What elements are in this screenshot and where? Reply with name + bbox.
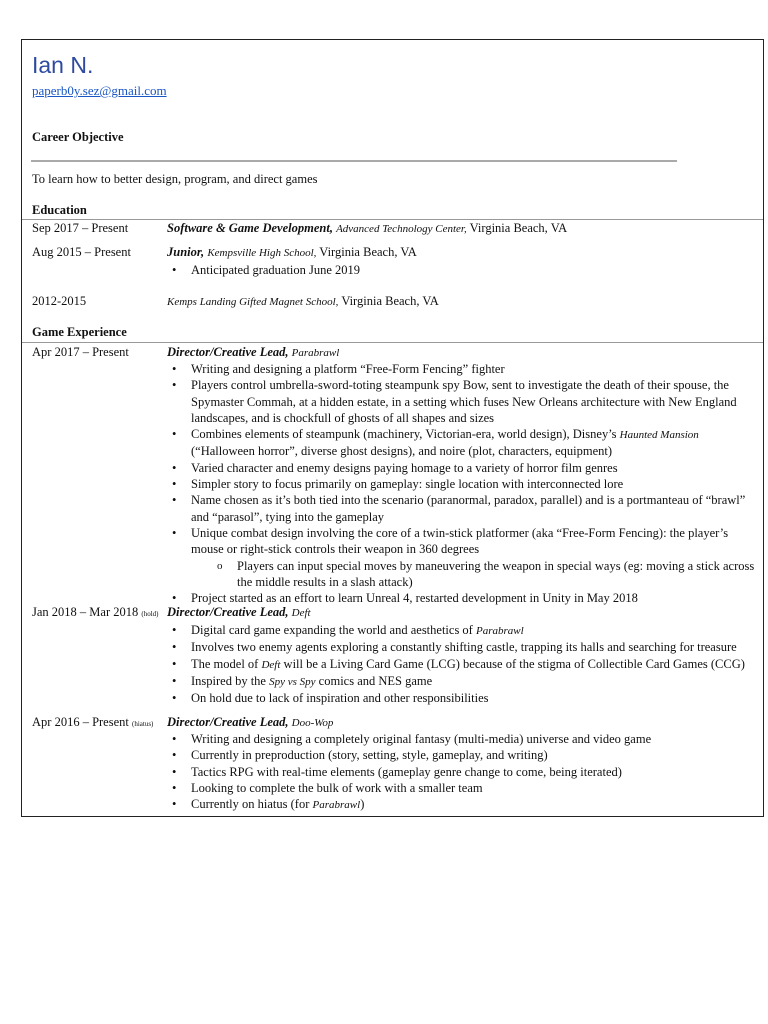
education-entry-2 (167, 245, 417, 260)
list-item: • Project started as an effort to learn Unreal 4, restarted development in Unity in May 2018 (167, 590, 757, 606)
education-title: Junior, (167, 245, 205, 259)
project-name: Deft (291, 607, 311, 619)
education-org: Kempsville High School, (207, 247, 317, 259)
education-date-2: Aug 2015 – Present (32, 245, 131, 259)
education-location: Virginia Beach, VA (341, 294, 439, 308)
project-name: Doo-Wop (291, 717, 334, 729)
career-objective-text: To learn how to better design, program, and direct games (32, 172, 318, 186)
deft-date: Jan 2018 – Mar 2018 (hold) (32, 605, 159, 619)
section-divider (31, 160, 677, 162)
game-experience-heading: Game Experience (32, 325, 127, 339)
doowop-bullets (167, 731, 757, 813)
role: Director/Creative Lead, (167, 715, 289, 729)
list-item: • Currently on hiatus (for Parabrawl) (167, 796, 757, 813)
list-item: • Currently in preproduction (story, setting, style, gameplay, and writing) (167, 747, 757, 763)
education-location: Virginia Beach, VA (319, 245, 417, 259)
parabrawl-bullets (167, 361, 757, 606)
list-item: • Writing and designing a platform “Free-Form Fencing” fighter (167, 361, 757, 377)
project-name: Parabrawl (291, 347, 340, 359)
education-divider (22, 219, 763, 220)
doowop-title (167, 715, 333, 730)
education-date-1: Sep 2017 – Present (32, 221, 129, 235)
list-item: • Involves two enemy agents exploring a constantly shifting castle, trapping its halls and searching for treasure (167, 639, 757, 655)
education-bullets (167, 262, 757, 278)
list-item: • Inspired by the Spy vs Spy comics and NES game (167, 673, 757, 690)
deft-title (167, 605, 311, 620)
sub-bullets (211, 558, 757, 591)
parabrawl-date: Apr 2017 – Present (32, 345, 129, 359)
education-location: Virginia Beach, VA (469, 221, 568, 235)
doowop-date: Apr 2016 – Present (hiatus) (32, 715, 154, 729)
list-item: • Combines elements of steampunk (machinery, Victorian-era, world design), Disney’s Haunted Mansion (“Halloween horror”, diverse ghost designs), and noire (plot, characters, equipment) (167, 426, 757, 460)
parabrawl-title (167, 345, 339, 360)
deft-bullets (167, 622, 757, 706)
list-item: • Players control umbrella-sword-toting steampunk spy Bow, sent to investigate the death of their spouse, the Spymaster Commah, at a hidden estate, in a setting which fuses New Orleans architecture with New England landscapes, and is chockfull of ghosts of all shapes and sizes (167, 377, 757, 426)
list-item: • Anticipated graduation June 2019 (167, 262, 757, 278)
list-item: • Simpler story to focus primarily on gameplay: single location with interconnected lore (167, 476, 757, 492)
role: Director/Creative Lead, (167, 605, 289, 619)
role: Director/Creative Lead, (167, 345, 289, 359)
education-org: Advanced Technology Center, (336, 223, 467, 235)
list-item: • Digital card game expanding the world and aesthetics of Parabrawl (167, 622, 757, 639)
career-objective-heading: Career Objective (32, 130, 124, 144)
resume-page (21, 39, 764, 817)
list-item: • On hold due to lack of inspiration and other responsibilities (167, 690, 757, 706)
education-heading: Education (32, 203, 87, 217)
education-entry-1 (167, 221, 567, 236)
list-item: • Varied character and enemy designs paying homage to a variety of horror film genres (167, 460, 757, 476)
education-title: Software & Game Development, (167, 221, 333, 235)
education-entry-3 (167, 294, 439, 309)
list-item: • The model of Deft will be a Living Card Game (LCG) because of the stigma of Collectible Card Games (CCG) (167, 656, 757, 673)
experience-divider (22, 342, 763, 343)
sub-list-item: o Players can input special moves by maneuvering the weapon in special ways (eg: moving a stick across the middle results in a slash attack) (211, 558, 757, 591)
applicant-name: Ian N. (32, 52, 94, 78)
list-item: • Tactics RPG with real-time elements (gameplay genre change to come, being iterated) (167, 764, 757, 780)
list-item: • Looking to complete the bulk of work with a smaller team (167, 780, 757, 796)
list-item: • Unique combat design involving the core of a twin-stick platformer (aka “Free-Form Fencing): the player’s mouse or right-stick controls their weapon in 360 degrees o Players can input special moves by maneuvering the weapon in special ways (eg: moving a stick across the middle results in a slash attack) (167, 525, 757, 590)
list-item: • Name chosen as it’s both tied into the scenario (paranormal, paradox, parallel) and is a portmanteau of “brawl” and “parasol”, tying into the gameplay (167, 492, 757, 525)
list-item: • Writing and designing a completely original fantasy (multi-media) universe and video game (167, 731, 757, 747)
education-date-3: 2012-2015 (32, 294, 87, 308)
email-link[interactable]: paperb0y.sez@gmail.com (32, 83, 167, 98)
education-org: Kemps Landing Gifted Magnet School, (167, 296, 339, 308)
